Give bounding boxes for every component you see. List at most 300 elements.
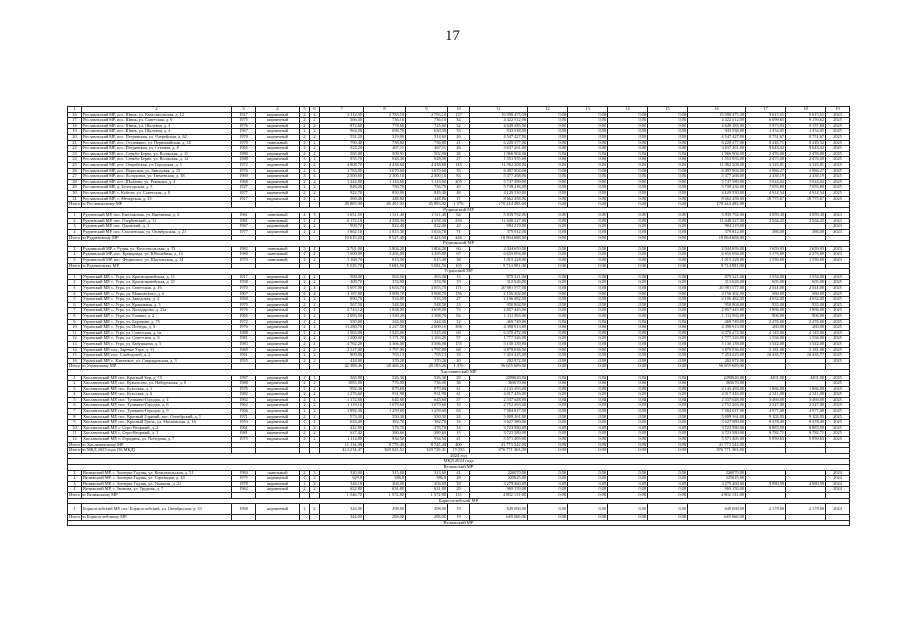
table-cell: 448,80 bbox=[406, 196, 448, 202]
table-cell: 0,00 bbox=[608, 174, 648, 180]
table-cell: 2025 bbox=[826, 313, 850, 319]
table-cell: 1 542,00 bbox=[786, 341, 826, 347]
table-cell: Рославльский МР, пос. Шник, ул. Шкловая, д. 3 bbox=[82, 123, 232, 129]
table-cell: 69 bbox=[448, 330, 470, 336]
table-cell: 2025 bbox=[826, 274, 850, 280]
table-cell: 613,30 bbox=[364, 258, 406, 264]
table-cell: 1 079,60 bbox=[364, 403, 406, 409]
table-cell: кирпичный bbox=[256, 386, 300, 392]
table-cell: 1970 bbox=[232, 258, 256, 264]
table-cell: 6 497 904,00 bbox=[470, 168, 528, 174]
table-cell: 2 338,19 bbox=[746, 174, 786, 180]
table-cell: Хиславичский МР, с. Серо-Вторжий, д. 3 bbox=[82, 431, 232, 437]
table-cell: панельный bbox=[256, 252, 300, 258]
table-cell: 2025 bbox=[826, 431, 850, 437]
table-cell: 1 536,00 bbox=[786, 336, 826, 342]
table-cell: 2 547,00 bbox=[786, 403, 826, 409]
table-cell: 2 bbox=[310, 476, 320, 482]
table-cell: 56 655 609,00 bbox=[470, 364, 528, 370]
table-cell: 876 771 363,00 bbox=[470, 448, 528, 454]
table-cell: 0,00 bbox=[648, 297, 688, 303]
table-cell: 0,00 bbox=[648, 330, 688, 336]
table-cell: 567,50 bbox=[320, 302, 364, 308]
table-cell: 49 805,90 bbox=[320, 202, 364, 208]
table-cell: 533,50 bbox=[406, 297, 448, 303]
table-cell: 0,00 bbox=[648, 313, 688, 319]
table-cell: 56 655 609,00 bbox=[688, 364, 746, 370]
table-cell: 4 187,80 bbox=[320, 291, 364, 297]
table-cell: 9 714 981,00 bbox=[470, 263, 528, 269]
table-cell: кирпичный bbox=[256, 504, 300, 515]
table-cell: кирпичный bbox=[256, 112, 300, 118]
table-cell: 2025 bbox=[826, 174, 850, 180]
table-cell: 2 bbox=[300, 252, 310, 258]
table-cell: 2 178,00 bbox=[746, 504, 786, 515]
table-cell: 12 bbox=[448, 319, 470, 325]
table-cell: 3 859,30 bbox=[746, 213, 786, 219]
table-cell: 0,00 bbox=[528, 213, 568, 219]
table-cell: 0,00 bbox=[568, 397, 608, 403]
table-cell: 5 959,63 bbox=[746, 437, 786, 443]
table-cell: 1981 bbox=[232, 431, 256, 437]
table-cell: 0,00 bbox=[608, 386, 648, 392]
table-cell: 2 143 493,00 bbox=[688, 386, 746, 392]
table-cell: 3 908,70 bbox=[406, 291, 448, 297]
table-cell: 376,70 bbox=[406, 425, 448, 431]
table-cell: 2025 bbox=[826, 409, 850, 415]
table-cell: 2 bbox=[300, 112, 310, 118]
table-cell: 822,40 bbox=[364, 224, 406, 230]
table-cell: 2 bbox=[68, 252, 82, 258]
table-cell: Хиславичский МР, пос. Красный Гроль, ул. Московская, д. 16 bbox=[82, 420, 232, 426]
table-cell: 509,00 bbox=[320, 274, 364, 280]
table-cell: 13 bbox=[448, 431, 470, 437]
table-cell: 0,00 bbox=[568, 202, 608, 208]
table-cell: 0,00 bbox=[568, 431, 608, 437]
table-cell: 969 150,00 bbox=[470, 487, 528, 493]
table-cell: Борисоглебский МР, пос. Борисоглебский, ул. Октябрьская, д. 33 bbox=[82, 504, 232, 515]
table-cell: 698,70 bbox=[364, 129, 406, 135]
table-cell: 400 bbox=[448, 442, 470, 448]
table-cell: 7 655,80 bbox=[746, 185, 786, 191]
table-cell: 2 bbox=[300, 330, 310, 336]
table-cell: 386,00 bbox=[786, 230, 826, 236]
table-cell: 0,00 bbox=[568, 134, 608, 140]
table-cell: 0,00 bbox=[608, 146, 648, 152]
table-cell: 0,00 bbox=[648, 224, 688, 230]
table-cell: 2025 bbox=[826, 151, 850, 157]
table-cell: 0,00 bbox=[568, 179, 608, 185]
table-cell: 0,00 bbox=[528, 168, 568, 174]
table-cell: 1 804,20 bbox=[364, 246, 406, 252]
table-cell: 992,36 bbox=[320, 386, 364, 392]
table-cell: 0,00 bbox=[528, 252, 568, 258]
table-cell: 2 093,50 bbox=[320, 313, 364, 319]
table-cell: 3 653,70 bbox=[406, 286, 448, 292]
table-cell: 4 017 416,00 bbox=[470, 392, 528, 398]
table-cell: 0,00 bbox=[568, 409, 608, 415]
table-cell: 5 697,90 bbox=[320, 286, 364, 292]
table-cell: 15 255 bbox=[448, 448, 470, 454]
table-cell: 0,00 bbox=[568, 291, 608, 297]
table-cell: 0,00 bbox=[528, 274, 568, 280]
table-cell: 2 178,00 bbox=[786, 504, 826, 515]
table-cell: 0,00 bbox=[568, 487, 608, 493]
table-cell: кирпичный bbox=[256, 146, 300, 152]
table-cell: 4 143,00 bbox=[746, 330, 786, 336]
table-cell: 0,00 bbox=[608, 235, 648, 241]
table-cell: 1 804,20 bbox=[406, 246, 448, 252]
table-cell: 1 163,20 bbox=[406, 336, 448, 342]
table-cell: 2 bbox=[300, 386, 310, 392]
table-cell: 33 bbox=[448, 353, 470, 359]
table-cell: 0,00 bbox=[608, 252, 648, 258]
table-cell: 365670,00 bbox=[470, 381, 528, 387]
table-cell: 0,00 bbox=[528, 258, 568, 264]
table-cell: 26 bbox=[448, 134, 470, 140]
table-cell: 5 615,51 bbox=[786, 112, 826, 118]
table-cell: 1975 bbox=[232, 118, 256, 124]
table-cell: 2 bbox=[300, 190, 310, 196]
table-cell: 15 bbox=[68, 353, 82, 359]
table-cell: 3 908,70 bbox=[364, 291, 406, 297]
table-cell: 365670,00 bbox=[688, 381, 746, 387]
table-cell: 2 044 659,00 bbox=[688, 246, 746, 252]
table-cell: 0,00 bbox=[528, 319, 568, 325]
table-cell: 32 bbox=[448, 123, 470, 129]
table-cell: 16 bbox=[688, 107, 746, 113]
table-cell: 1 572,80 bbox=[364, 492, 406, 498]
table-cell: 33 bbox=[448, 403, 470, 409]
table-cell: 1 079,60 bbox=[406, 403, 448, 409]
table-cell: 931,90 bbox=[406, 392, 448, 398]
table-cell: 9 102,05 bbox=[746, 414, 786, 420]
table-cell: 0,00 bbox=[608, 246, 648, 252]
table-cell: Хиславичский МР, пос. Бухоская, д. 6 bbox=[82, 392, 232, 398]
table-cell: 3 181,00 bbox=[746, 347, 786, 353]
table-cell: 1968 bbox=[232, 504, 256, 515]
table-cell: 0,00 bbox=[528, 112, 568, 118]
table-cell: 17 bbox=[448, 196, 470, 202]
table-cell: 0,00 bbox=[568, 375, 608, 381]
table-cell: 5 959,63 bbox=[786, 437, 826, 443]
table-cell: 0,00 bbox=[608, 280, 648, 286]
table-cell: 0,00 bbox=[648, 263, 688, 269]
table-cell: Итого по Угранскому МР bbox=[69, 363, 117, 369]
table-cell: 4 808,70 bbox=[320, 162, 364, 168]
table-cell: 1967 bbox=[232, 129, 256, 135]
table-cell: 649 060,00 bbox=[688, 504, 746, 515]
table-cell: 0,00 bbox=[528, 358, 568, 364]
table-cell: 1 265,00 bbox=[364, 252, 406, 258]
table-cell: кирпичный bbox=[256, 196, 300, 202]
table-cell: 6 bbox=[68, 302, 82, 308]
table-cell: 3 637 261,00 bbox=[688, 146, 746, 152]
table-cell: 6 172,10 bbox=[320, 218, 364, 224]
table-cell: 6 bbox=[68, 403, 82, 409]
table-cell: 0,00 bbox=[528, 297, 568, 303]
table-cell: 1965 bbox=[232, 146, 256, 152]
table-cell: 370,20 bbox=[406, 358, 448, 364]
table-cell: 0,00 bbox=[608, 157, 648, 163]
table-cell: 2 143 493,00 bbox=[470, 386, 528, 392]
table-cell: 2 bbox=[300, 319, 310, 325]
data-table-container bbox=[67, 106, 845, 634]
table-cell: 605,00 bbox=[746, 280, 786, 286]
table-cell: 4 438,60 bbox=[364, 162, 406, 168]
table-cell: 38 bbox=[448, 258, 470, 264]
table-cell: 4 547 427,00 bbox=[688, 134, 746, 140]
table-cell: 0,00 bbox=[608, 190, 648, 196]
table-cell: 1 966 904,00 bbox=[470, 151, 528, 157]
table-cell: 2 bbox=[310, 274, 320, 280]
table-cell: кирпичный bbox=[256, 425, 300, 431]
table-cell: 1 276,60 bbox=[320, 392, 364, 398]
table-cell: 344,00 bbox=[320, 504, 364, 515]
table-cell: 649 060,00 bbox=[470, 504, 528, 515]
table-cell: 548,50 bbox=[364, 302, 406, 308]
table-cell: 4 649 285,00 bbox=[688, 123, 746, 129]
table-cell: 0,00 bbox=[568, 358, 608, 364]
table-cell: Угранский МР, с. Угра, ул. Красноармейская, д. 21 bbox=[82, 280, 232, 286]
table-cell: 418,00 bbox=[320, 358, 364, 364]
table-cell: 3 bbox=[232, 107, 256, 113]
table-cell: 4 bbox=[68, 487, 82, 493]
table-cell: 29 bbox=[68, 185, 82, 191]
table-cell: 9 159,62 bbox=[786, 118, 826, 124]
table-cell: 11 648 227,00 bbox=[688, 218, 746, 224]
table-cell: 4 129 530,00 bbox=[470, 190, 528, 196]
table-cell: 8 245,71 bbox=[746, 140, 786, 146]
table-cell: 2 bbox=[310, 297, 320, 303]
table-cell: 17 bbox=[746, 107, 786, 113]
table-cell: 1976 bbox=[232, 308, 256, 314]
table-cell: 1977 bbox=[232, 190, 256, 196]
table-cell: 3 469,00 bbox=[786, 397, 826, 403]
table-cell: 2024 bbox=[826, 481, 850, 487]
table-cell: 0,00 bbox=[528, 409, 568, 415]
table-cell: 1 966 904,00 bbox=[688, 151, 746, 157]
table-cell: 0,00 bbox=[648, 235, 688, 241]
table-cell: 2023 bbox=[826, 246, 850, 252]
table-cell: 943 538,00 bbox=[688, 129, 746, 135]
table-cell: 1 015 228,00 bbox=[470, 258, 528, 264]
table-cell: 0,00 bbox=[528, 381, 568, 387]
table-cell: 2 475,00 bbox=[746, 157, 786, 163]
table-cell: 2025 bbox=[826, 286, 850, 292]
table-cell: 0,00 bbox=[608, 347, 648, 353]
table-cell: 2 bbox=[68, 476, 82, 482]
table-cell: 0,00 bbox=[568, 280, 608, 286]
table-cell: 0,00 bbox=[648, 179, 688, 185]
table-cell: 3 bbox=[310, 213, 320, 219]
table-cell: 2 bbox=[310, 123, 320, 129]
table-cell: 3 279 460,00 bbox=[470, 481, 528, 487]
table-cell: 2024 bbox=[826, 504, 850, 515]
table-cell: 202 972,00 bbox=[688, 358, 746, 364]
table-cell: 3 bbox=[68, 481, 82, 487]
table-cell: 1 654,70 bbox=[406, 230, 448, 236]
table-cell: 2 bbox=[310, 347, 320, 353]
table-cell: 1 265,00 bbox=[406, 252, 448, 258]
table-cell: 4 bbox=[310, 246, 320, 252]
section-title: Хиславичский МР bbox=[68, 369, 850, 375]
table-cell: 1 559,09 bbox=[746, 258, 786, 264]
table-cell: 2023 bbox=[826, 112, 850, 118]
table-cell: 137 bbox=[448, 112, 470, 118]
table-cell: 11 bbox=[68, 330, 82, 336]
table-cell: 0,00 bbox=[648, 190, 688, 196]
table-cell: 0,00 bbox=[648, 347, 688, 353]
table-cell: 0,00 bbox=[608, 286, 648, 292]
table-cell: 1970 bbox=[232, 286, 256, 292]
table-cell: 3 bbox=[68, 286, 82, 292]
table-cell: кирпичный bbox=[256, 358, 300, 364]
table-cell: 202 972,00 bbox=[470, 358, 528, 364]
table-cell: 890,70 bbox=[320, 297, 364, 303]
table-cell: 0,00 bbox=[648, 157, 688, 163]
table-cell: 560,00 bbox=[786, 291, 826, 297]
table-cell: 2 bbox=[300, 504, 310, 515]
table-cell: 2 bbox=[310, 313, 320, 319]
table-cell: 1962 bbox=[232, 403, 256, 409]
table-cell: кирпичный bbox=[256, 308, 300, 314]
table-cell: 2025 bbox=[826, 140, 850, 146]
table-cell: 2 476,00 bbox=[786, 157, 826, 163]
table-cell: 2 bbox=[300, 297, 310, 303]
table-cell: 2 bbox=[300, 123, 310, 129]
table-cell: 22 bbox=[68, 146, 82, 152]
table-cell: 2 300,10 bbox=[364, 174, 406, 180]
table-cell: 0,00 bbox=[648, 470, 688, 476]
table-cell: кирпичный bbox=[256, 313, 300, 319]
table-cell: 4 032,00 bbox=[786, 297, 826, 303]
table-cell: 0,00 bbox=[608, 425, 648, 431]
table-cell: кирпичный bbox=[256, 274, 300, 280]
table-cell: 2 bbox=[310, 325, 320, 331]
table-cell: 4 912,34 bbox=[786, 190, 826, 196]
table-cell: 2 bbox=[310, 487, 320, 493]
table-cell: 2 bbox=[310, 146, 320, 152]
table-cell: 2 bbox=[300, 129, 310, 135]
table-cell: 0,00 bbox=[608, 414, 648, 420]
table-cell: 2 bbox=[300, 325, 310, 331]
table-cell: 469 749,00 bbox=[470, 319, 528, 325]
table-cell: 0,00 bbox=[648, 185, 688, 191]
table-cell: 1 168,70 bbox=[320, 258, 364, 264]
table-cell: 4 bbox=[310, 218, 320, 224]
table-cell: 0,00 bbox=[608, 297, 648, 303]
table-cell: 3 859,30 bbox=[786, 213, 826, 219]
table-cell: 2 bbox=[300, 481, 310, 487]
table-cell: 613,30 bbox=[406, 258, 448, 264]
table-cell: 26 bbox=[448, 151, 470, 157]
table-cell: 0,00 bbox=[568, 118, 608, 124]
table-cell: 171 bbox=[448, 286, 470, 292]
table-cell: 2 564,45 bbox=[746, 218, 786, 224]
table-cell: 4 358,30 bbox=[364, 218, 406, 224]
table-cell: 15 bbox=[448, 280, 470, 286]
table-cell: Рудненский МР, пос. Емельянова, ул. Вишневая, д. 5 bbox=[82, 213, 232, 219]
table-cell: 1 996,00 bbox=[786, 308, 826, 314]
table-cell: 1 370 bbox=[448, 364, 470, 370]
table-cell: 312 626,00 bbox=[688, 280, 746, 286]
table-cell: 3 bbox=[68, 224, 82, 230]
table-cell: 244,00 bbox=[364, 319, 406, 325]
table-cell: 650,00 bbox=[406, 129, 448, 135]
table-cell: 29 bbox=[448, 487, 470, 493]
table-cell: 41 bbox=[448, 470, 470, 476]
table-cell: кирпичный bbox=[256, 414, 300, 420]
table-cell: 409,70 bbox=[320, 280, 364, 286]
table-cell: 1 111 563,00 bbox=[470, 313, 528, 319]
table-cell: 46 491,02 bbox=[364, 202, 406, 208]
table-cell: 2 bbox=[310, 504, 320, 515]
table-cell: кирпичный bbox=[256, 162, 300, 168]
table-cell: 325625,00 bbox=[688, 476, 746, 482]
section-title: 2024 год bbox=[68, 453, 850, 459]
table-cell: 1 114,00 bbox=[320, 437, 364, 443]
table-cell: 1 992,30 bbox=[320, 409, 364, 415]
table-cell: 3 627 580,00 bbox=[688, 420, 746, 426]
table-cell: 2 bbox=[300, 341, 310, 347]
table-cell: 586,8 bbox=[406, 476, 448, 482]
table-cell: 922,70 bbox=[320, 190, 364, 196]
table-cell: 11 280,70 bbox=[320, 325, 364, 331]
table-cell: 2 bbox=[310, 230, 320, 236]
table-cell: 1 308,70 bbox=[406, 313, 448, 319]
table-cell: кирпичный bbox=[256, 375, 300, 381]
table-cell: 26 bbox=[68, 168, 82, 174]
table-cell: 14 bbox=[68, 347, 82, 353]
table-cell: 736,10 bbox=[406, 118, 448, 124]
table-cell: 736,00 bbox=[406, 381, 448, 387]
table-cell: кирпичный bbox=[256, 280, 300, 286]
table-cell: 1982 bbox=[232, 246, 256, 252]
section-title: Велижский МР bbox=[68, 520, 850, 526]
table-cell: 551,20 bbox=[320, 134, 364, 140]
table-cell: 876 771 363,00 bbox=[688, 448, 746, 454]
table-cell: 6 228 377,00 bbox=[688, 140, 746, 146]
table-cell: 0,00 bbox=[528, 140, 568, 146]
table-cell: 2 bbox=[68, 218, 82, 224]
table-cell: 18 bbox=[786, 107, 826, 113]
table-cell: 0,00 bbox=[608, 129, 648, 135]
table-cell: 0,00 bbox=[608, 123, 648, 129]
table-cell: 4 bbox=[310, 168, 320, 174]
table-cell: 0,00 bbox=[528, 476, 568, 482]
table-cell: Итого по МКД 2025 года (56 МКД) bbox=[69, 447, 135, 453]
table-cell: 205 bbox=[448, 179, 470, 185]
table-cell: 11 962 208,00 bbox=[688, 162, 746, 168]
table-cell: 298,00 bbox=[406, 515, 448, 521]
table-cell: 0,00 bbox=[528, 504, 568, 515]
table-cell: 1 553 955,00 bbox=[470, 157, 528, 163]
table-cell: 41 773 542,00 bbox=[688, 442, 746, 448]
table-cell: Руднинский МР, пос. Фединское, ул. Шагальская, д. 14 bbox=[82, 258, 232, 264]
table-cell: 962,20 bbox=[320, 129, 364, 135]
table-cell: 2 bbox=[300, 336, 310, 342]
table-cell: 5 bbox=[300, 246, 310, 252]
table-cell: 2 bbox=[300, 302, 310, 308]
table-cell: Хиславичский МР, пос. Тушкино-Городок, д. 4 bbox=[82, 397, 232, 403]
table-cell: 0,00 bbox=[528, 291, 568, 297]
table-cell: 4 802 131,00 bbox=[470, 492, 528, 498]
table-cell: 320,00 bbox=[320, 470, 364, 476]
table-cell: 984 219,00 bbox=[688, 224, 746, 230]
table-cell: 0,00 bbox=[608, 224, 648, 230]
table-cell: 9 643,32 bbox=[746, 146, 786, 152]
